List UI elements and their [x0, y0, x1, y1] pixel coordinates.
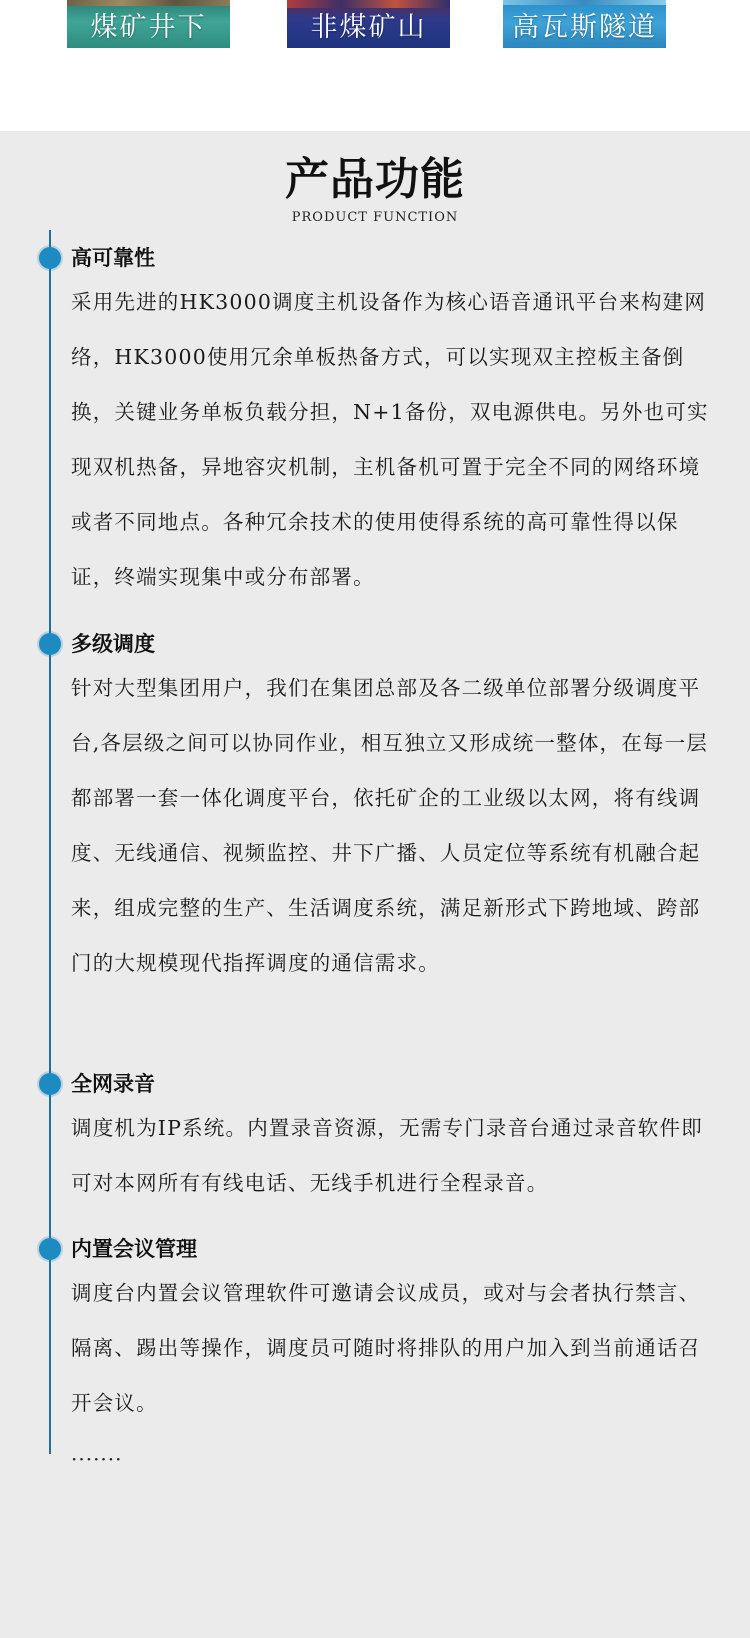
section-title: 产品功能	[285, 154, 465, 205]
feature-body: 调度台内置会议管理软件可邀请会议成员，或对与会者执行禁言、隔离、踢出等操作，调度员可随时将排队的用户加入到当前通话召开会议。	[71, 1281, 701, 1415]
feature-body: 采用先进的HK3000调度主机设备作为核心语音通讯平台来构建网络，HK3000使用冗余单板热备方式，可以实现双主控板主备倒换，关键业务单板负载分担，N+1备份，双电源供电。另外也可实现双机热备，异地容灾机制，主机备机可置于完全不同的网络环境或者不同地点。各种冗余技术的使用使得系统的高可靠性得以保证，终端实现集中或分布部署。	[71, 290, 709, 589]
timeline-dot-icon	[39, 633, 61, 655]
timeline-line	[49, 230, 51, 1454]
feature-body: 调度机为IP系统。内置录音资源，无需专门录音台通过录音软件即可对本网所有有线电话、无线手机进行全程录音。	[71, 1116, 703, 1195]
scene-tile-non-coal-mine[interactable]	[287, 0, 450, 48]
section-subtitle: PRODUCT FUNCTION	[291, 210, 459, 225]
feature-heading: 全网录音	[71, 1071, 155, 1096]
timeline-dot-icon	[39, 1073, 61, 1095]
feature-heading: 多级调度	[71, 631, 155, 656]
feature-heading: 内置会议管理	[71, 1236, 197, 1261]
timeline-dot-icon	[39, 247, 61, 269]
scene-tile-coal-mine[interactable]	[67, 0, 230, 48]
feature-body: 针对大型集团用户，我们在集团总部及各二级单位部署分级调度平台,各层级之间可以协同作业，相互独立又形成统一整体，在每一层都部署一套一体化调度平台，依托矿企的工业级以太网，将有线调度、无线通信、视频监控、井下广播、人员定位等系统有机融合起来，组成完整的生产、生活调度系统，满足新形式下跨地域、跨部门的大规模现代指挥调度的通信需求。	[71, 676, 709, 975]
scene-tiles-band	[0, 0, 750, 131]
section-header	[0, 153, 750, 227]
feature-heading: 高可靠性	[71, 245, 155, 270]
scene-tile-label: 煤矿井下	[90, 11, 207, 43]
timeline-dot-icon	[39, 1238, 61, 1260]
scene-tile-label: 非煤矿山	[310, 11, 427, 43]
scene-tile-label: 高瓦斯隧道	[512, 11, 657, 43]
more-ellipsis: ·······	[71, 1447, 123, 1471]
scene-tile-gas-tunnel[interactable]	[503, 0, 666, 48]
product-function-section	[0, 131, 750, 1638]
